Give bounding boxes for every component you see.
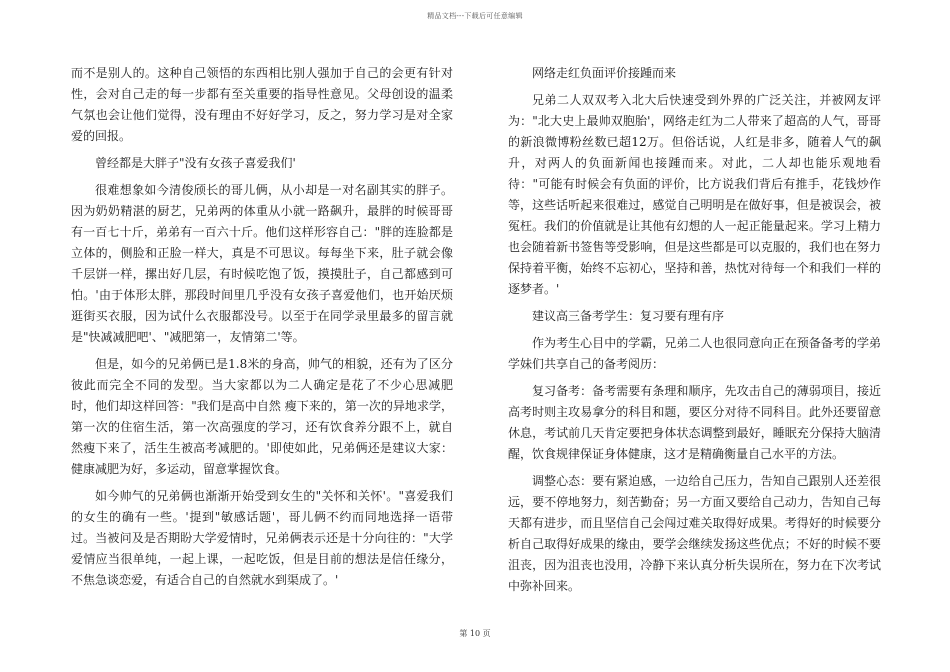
- paragraph: 很难想象如今清俊颀长的哥儿俩，从小却是一对名副其实的胖子。因为奶奶精湛的厨艺，兄弟两的体重从小就一路飙升，最胖的时候哥哥有一百七十斤，弟弟有一百六十斤。他们这样形容自己："胖的连脸都是立体的，侧脸和正脸一样大，真是不可思议。每每坐下来，肚子就会像千层饼一样，摞出好几层，有时候吃饱了饭，摸摸肚子，自己都感到可怕。'由于体形太胖，那段时间里几乎没有女孩子喜爱他们，也开始厌烦逛街买衣服，因为试什么衣服都没号。以至于在同学录里最多的留言就是"快减减肥吧'、"减肥第一，友情第二'等。: [71, 183, 453, 344]
- page-header: 精品文档---下载后可任意编辑: [427, 12, 523, 20]
- paragraph: 而不是别人的。这种自己领悟的东西相比别人强加于自己的会更有针对性，会对自己走的每一步都有至关重要的指导性意见。父母创设的温柔气氛也会让他们觉得，没有理由不好好学习，反之，努力学习是对全家爱的回报。: [71, 66, 453, 143]
- section-heading: 建议高三备考学生：复习要有理有序: [532, 309, 725, 323]
- left-column: [71, 63, 453, 597]
- right-column: [508, 63, 881, 603]
- page-number: 第 10 页: [459, 629, 491, 638]
- section-heading: 曾经都是大胖子"没有女孩子喜爱我们': [95, 156, 296, 170]
- paragraph: 兄弟二人双双考入北大后快速受到外界的广泛关注，并被网友评为："北大史上最帅双胞胎'，网络走红为二人带来了超高的人气，哥哥的新浪微博粉丝数已超12万。但俗话说，人红是非多，随着人气的飙升，对两人的负面新闻也接踵而来。对此，二人却也能乐观地看待："可能有时候会有负面的评价，比方说我们背后有推手，花钱炒作等，这些话听起来很难过，感觉自己明明是在做好事，但是被误会，被冤枉。我们的价值就是让其他有幻想的人一起正能量起来。学习上精力也会随着新书签售等受影响，但是这些都是可以克服的，我们也在努力保持着平衡，始终不忘初心，坚持和善，热忱对待每一个和我们一样的逐梦者。': [508, 93, 881, 296]
- paragraph: 如今帅气的兄弟俩也渐渐开始受到女生的"关怀和关怀'。"喜爱我们的女生的确有一些。'提到"敏感话题'，哥儿俩不约而同地选择一语带过。当被问及是否期盼大学爱情时，兄弟俩表示还是十分向往的："大学爱情应当很单纯，一起上课，一起吃饭，但是目前的想法是信任缘分，不焦急谈恋爱，有适合自己的自然就水到渠成了。': [71, 489, 453, 587]
- paragraph: 调整心态：要有紧迫感，一边给自己压力，告知自己跟别人还差很远，要不停地努力，刻苦勤奋；另一方面又要给自己动力，告知自己每天都有进步，而且坚信自己会闯过难关取得好成果。考得好的时候要分析自己取得好成果的缘由，要学会继续发扬这些优点；不好的时候不要沮丧，因为沮丧也没用，冷静下来认真分析失误所在，努力在下次考试中弥补回来。: [508, 474, 881, 593]
- paragraph: 作为考生心目中的学霸，兄弟二人也很同意向正在预备备考的学弟学妹们共享自己的备考阅历：: [508, 336, 881, 371]
- paragraph: 复习备考：备考需要有条理和顺序，先攻击自己的薄弱项目，接近高考时则主攻易拿分的科目和题，要区分对待不同科目。此外还要留意休息，考试前几天肯定要把身体状态调整到最好，睡眠充分保持大脑清醒，饮食规律保证身体健康，这才是精确衡量自己水平的方法。: [508, 384, 881, 461]
- paragraph: 但是，如今的兄弟俩已是1.8米的身高，帅气的相貌，还有为了区分彼此而完全不同的发型。当大家都以为二人确定是花了不少心思减肥时，他们却这样回答："我们是高中自然 瘦下来的，第一次的异地求学，第一次的住宿生活，第一次高强度的学习，还有饮食养分跟不上，就自然瘦下来了，活生生被高考减肥的。'即使如此，兄弟俩还是建议大家：健康减肥为好，多运动，留意掌握饮食。: [71, 357, 453, 476]
- section-heading: 网络走红负面评价接踵而来: [532, 66, 677, 80]
